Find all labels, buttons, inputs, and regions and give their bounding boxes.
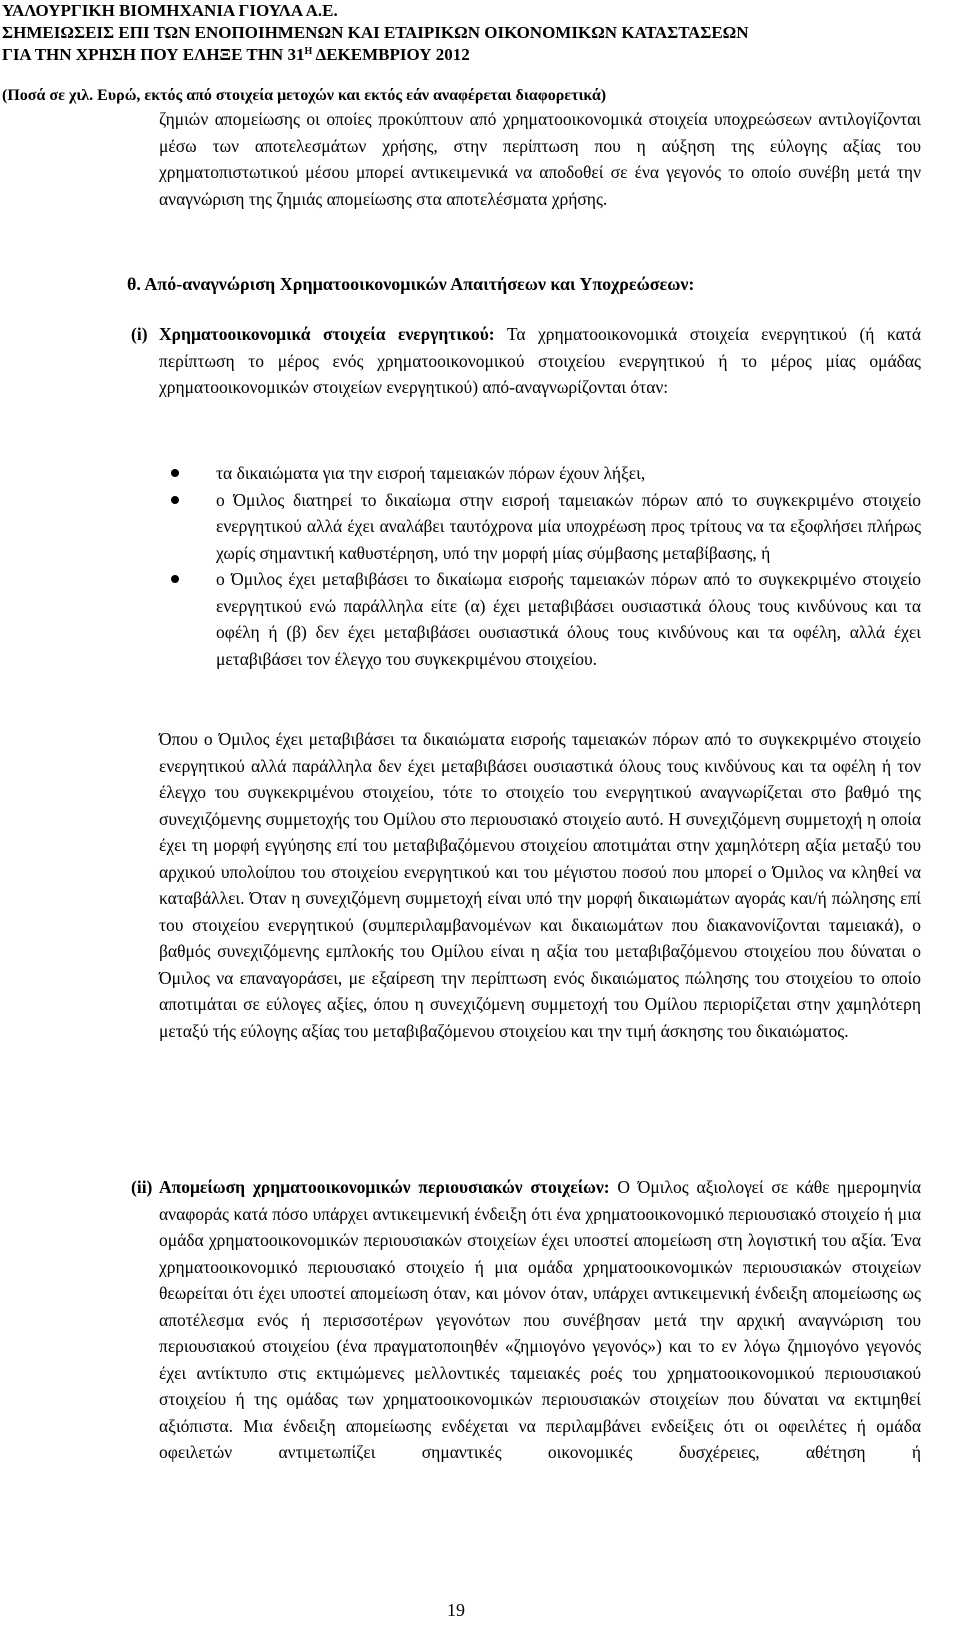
page-number: 19: [447, 1600, 465, 1620]
continuing-involvement-paragraph: Όπου ο Όμιλος έχει μεταβιβάσει τα δικαιώματα εισροής ταμειακών πόρων από το συγκεκριμένο στοιχείο ενεργητικού αλλά παράλληλα δεν έχει μεταβιβάσει ουσιαστικά όλους τους κινδύνους και τα οφέλη ή τον έλεγχο του συγκεκριμένου στοιχείου, τότε το στοιχείο του ενεργητικού αναγνωρίζεται στο βαθμό της συνεχιζόμενης συμμετοχής του Ομίλου στο περιουσιακό στοιχείο αυτό. Η συνεχιζόμενη συμμετοχή η οποία έχει τη μορφή εγγύησης επί του μεταβιβαζόμενου στοιχείου αποτιμάται στην χαμηλότερη αξία μεταξύ του αρχικού υπολοίπου του στοιχείου ενεργητικού και του μέγιστου ποσού που μπορεί ο Όμιλος να κληθεί να καταβάλλει. Όταν η συνεχιζόμενη συμμετοχή είναι υπό την μορφή δικαιωμάτων αγοράς και/ή πώλησης επί του στοιχείου ενεργητικού (συμπεριλαμβανομένων και δικαιωμάτων που διακανονίζονται ταμειακά), ο βαθμός συνεχιζόμενης εμπλοκής του Ομίλου είναι η αξία του μεταβιβαζόμενου στοιχείου που δύναται ο Όμιλος να επαναγοράσει, με εξαίρεση την περίπτωση ενός δικαιώματος πώλησης του στοιχείου το οποίο αποτιμάται σε εύλογες αξίες, όπου η συνεχιζόμενη συμμετοχή του Ομίλου περιορίζεται στην χαμηλότερη μεταξύ τής εύλογης αξίας του μεταβιβαζόμενου στοιχείου και την τιμή άσκησης του δικαιώματος.: [159, 729, 921, 1041]
bullet-icon: [171, 575, 179, 583]
list-item: τα δικαιώματα για την εισροή ταμειακών πόρων έχουν λήξει,: [159, 460, 921, 487]
item-ii: [131, 1174, 921, 1466]
period-title: ΓΙΑ ΤΗΝ ΧΡΗΣΗ ΠΟΥ ΕΛΗΞΕ ΤΗΝ $31^H$ ΔΕΚΕΜΒΡΙΟΥ 2012: [2, 45, 470, 64]
derecognition-conditions-list: [159, 460, 921, 672]
item-i-label: (i): [131, 324, 148, 344]
item-ii-text: Ο Όμιλος αξιολογεί σε κάθε ημερομηνία αναφοράς κατά πόσο υπάρχει αντικειμενική ένδειξη ότι ένα χρηματοοικονομικό περιουσιακό στοιχείο ή μια ομάδα χρηματοοικονομικών περιουσιακών στοιχείων έχει υποστεί απομείωση στη λογιστική του αξία. Ένα χρηματοοικονομικό περιουσιακό στοιχείο ή μια ομάδα χρηματοοικονομικών περιουσιακών στοιχείων θεωρείται ότι έχει υποστεί απομείωση όταν, και μόνον όταν, υπάρχει αντικειμενική ένδειξη απομείωσης ως αποτέλεσμα ενός ή περισσοτέρων γεγονότων που συνέβησαν μετά την αρχική αναγνώριση του περιουσιακού στοιχείου (ένα πραγματοποιηθέν «ζημιογόνο γεγονός») και το εν λόγω ζημιογόνο γεγονός έχει αντίκτυπο στις εκτιμώμενες μελλοντικές ταμειακές ροές του χρηματοοικονομικού περιουσιακού στοιχείου ή της ομάδας των χρηματοοικονομικών περιουσιακών στοιχείων που δύναται να εκτιμηθεί αξιόπιστα. Μια ένδειξη απομείωσης ενδέχεται να περιλαμβάνει ενδείξεις ότι οι οφειλέτες ή ομάδα οφειλετών αντιμετωπίζει σημαντικές οικονομικές δυσχέρειες, αθέτηση ή: [159, 1177, 921, 1462]
bullet-icon: [171, 496, 179, 504]
item-ii-label: (ii): [131, 1177, 153, 1197]
company-name: ΥΑΛΟΥΡΓΙΚΗ ΒΙΟΜΗΧΑΝΙΑ ΓΙΟΥΛΑ Α.Ε.: [2, 1, 338, 20]
item-i-heading: Χρηματοοικονομικά στοιχεία ενεργητικού:: [159, 324, 495, 344]
document-header: [2, 0, 952, 66]
list-item: ο Όμιλος έχει μεταβιβάσει το δικαίωμα εισροής ταμειακών πόρων από το συγκεκριμένο στοιχείο ενεργητικού ενώ παράλληλα είτε (α) έχει μεταβιβάσει ουσιαστικά όλους τους κινδύνους και τα οφέλη ή (β) δεν έχει μεταβιβάσει ουσιαστικά όλους τους κινδύνους και τα οφέλη, αλλά έχει μεταβιβάσει τον έλεγχο του συγκεκριμένου στοιχείου.: [159, 566, 921, 672]
item-i-text: Τα χρηματοοικονομικά στοιχεία ενεργητικού (ή κατά περίπτωση το μέρος ενός χρηματοοικονομικού στοιχείου ενεργητικού ή το μέρος μίας ομάδας χρηματοοικονομικών στοιχείων ενεργητικού) από-αναγνωρίζονται όταν:: [159, 324, 921, 397]
bullet-icon: [171, 469, 179, 477]
list-item: ο Όμιλος διατηρεί το δικαίωμα στην εισροή ταμειακών πόρων από το συγκεκριμένο στοιχείο ενεργητικού αλλά έχει αναλάβει ταυτόχρονα μία υποχρέωση προς τρίτους να τα εξοφλήσει πλήρως χωρίς σημαντική καθυστέρηση, υπό την μορφή μίας σύμβασης μεταβίβασης, ή: [159, 487, 921, 567]
amounts-note: (Ποσά σε χιλ. Ευρώ, εκτός από στοιχεία μετοχών και εκτός εάν αναφέρεται διαφορετικά): [2, 87, 607, 104]
section-title: θ. Από-αναγνώριση Χρηματοοικονομικών Απαιτήσεων και Υποχρεώσεων:: [127, 274, 695, 294]
item-i: [131, 321, 921, 401]
item-ii-heading: Απομείωση χρηματοοικονομικών περιουσιακών στοιχείων:: [159, 1177, 610, 1197]
intro-paragraph: ζημιών απομείωσης οι οποίες προκύπτουν από χρηματοοικονομικά στοιχεία υποχρεώσεων αντιλογίζονται μέσω των αποτελεσμάτων χρήσης, στην περίπτωση που η αύξηση της εύλογης αξίας του χρηματοπιστωτικού μέσου μπορεί αντικειμενικά να αποδοθεί σε ένα γεγονός το οποίο συνέβη μετά την αναγνώριση της ζημιάς απομείωσης στα αποτελέσματα χρήσης.: [159, 109, 921, 209]
superscript-eta: Η: [304, 46, 313, 57]
statements-title: ΣΗΜΕΙΩΣΕΙΣ ΕΠΙ ΤΩΝ ΕΝΟΠΟΙΗΜΕΝΩΝ ΚΑΙ ΕΤΑΙΡΙΚΩΝ ΟΙΚΟΝΟΜΙΚΩΝ ΚΑΤΑΣΤΑΣΕΩΝ: [2, 23, 749, 42]
